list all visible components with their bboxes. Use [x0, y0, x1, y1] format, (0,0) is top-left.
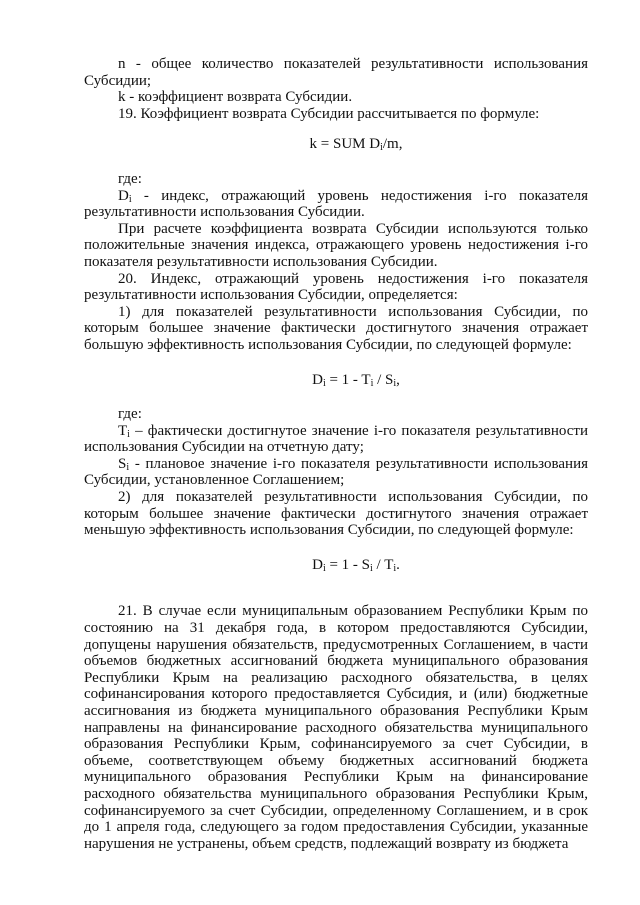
paragraph-si-definition: [84, 456, 588, 489]
paragraph-calc-note: При расчете коэффициента возврата Субсидии используются только положительные значения индекса, отражающего уровень недостижения i-го показателя результативности использования Субсидии.: [84, 220, 588, 270]
formula-k-sub: i: [380, 142, 383, 154]
paragraph-21: 21. В случае если муниципальным образованием Республики Крым по состоянию на 31 декабря года, в котором предоставляются Субсидии, допущены нарушения обязательств, предусмотренных Соглашением, в части объемов бюджетных ассигнований бюджета муниципального образования Республики Крым на реализацию расходного обязательства, в целях софинансирования которого предоставляется Субсидия, и (или) бюджетные ассигнования из бюджета муниципального образования Республики Крым направлены на финансирование расходного обязательства муниципального образования Республики Крым, софинансируемого за счет Субсидии, в объеме, соответствующем объему бюджетных ассигнований бюджета муниципального образования Республики Крым на финансирование расходного обязательства муниципального образования Республики Крым, софинансируемого за счет Субсидии, определенному Соглашением, и в срок до 1 апреля года, следующего за годом предоставления Субсидии, указанные нарушения не устранены, объем средств, подлежащий возврату из бюджета: [84, 603, 588, 852]
formula-d1-d: D: [312, 371, 323, 388]
paragraph-20: 20. Индекс, отражающий уровень недостижения i-го показателя результативности использования Субсидии, определяется:: [84, 270, 588, 304]
where-label-2: где:: [118, 406, 142, 423]
di-var: D: [118, 187, 129, 204]
si-sub: i: [126, 461, 130, 473]
formula-d2: [84, 557, 588, 574]
formula-d2-mid: = 1 - S: [325, 556, 371, 573]
formula-d2-s-sub: i: [370, 562, 373, 574]
formula-d1-s-sub: i: [393, 377, 397, 389]
paragraph-19: 19. Коэффициент возврата Субсидии рассчитывается по формуле:: [118, 105, 540, 122]
formula-k-left: k = SUM D: [309, 136, 381, 153]
formula-d1-mid: = 1 - T: [325, 371, 371, 388]
paragraph-k-definition: k - коэффициент возврата Субсидии.: [118, 89, 353, 106]
di-sub: i: [128, 193, 132, 205]
formula-d2-t-sub: i: [393, 562, 397, 574]
formula-d1: [84, 372, 588, 389]
formula-d1-end: ,: [396, 371, 400, 388]
formula-d1-d-sub: i: [322, 377, 326, 389]
si-text: - плановое значение i-го показателя результативности использования Субсидии, установленное Соглашением;: [84, 455, 588, 489]
formula-d2-d: D: [312, 556, 323, 573]
paragraph-20-1: 1) для показателей результативности использования Субсидии, по которым большее значение фактически достигнутого значения отражает большую эффективность использования Субсидии, по следующей формуле:: [84, 303, 588, 353]
si-var: S: [118, 455, 127, 472]
paragraph-ti-definition: [84, 423, 588, 456]
formula-d2-slash: / T: [372, 556, 394, 573]
ti-text: – фактически достигнутое значение i-го показателя результативности использования Субсидии на отчетную дату;: [84, 422, 588, 456]
ti-sub: i: [127, 428, 130, 440]
formula-d2-end: .: [396, 556, 400, 573]
formula-d1-slash: / S: [373, 371, 394, 388]
formula-d2-d-sub: i: [322, 562, 326, 574]
formula-k: [84, 136, 588, 153]
paragraph-di-definition: [84, 188, 588, 221]
ti-var: T: [118, 422, 128, 439]
paragraph-20-2: 2) для показателей результативности использования Субсидии, по которым большее значение фактически достигнутого значения отражает меньшую эффективность использования Субсидии, по следующей формуле:: [84, 489, 588, 539]
where-label-1: где:: [118, 170, 142, 187]
di-text: - индекс, отражающий уровень недостижения i-го показателя результативности использования Субсидии.: [84, 187, 588, 221]
paragraph-n-definition: n - общее количество показателей результативности использования Субсидии;: [84, 56, 588, 89]
formula-k-right: /m,: [382, 136, 403, 153]
formula-d1-t-sub: i: [370, 377, 374, 389]
